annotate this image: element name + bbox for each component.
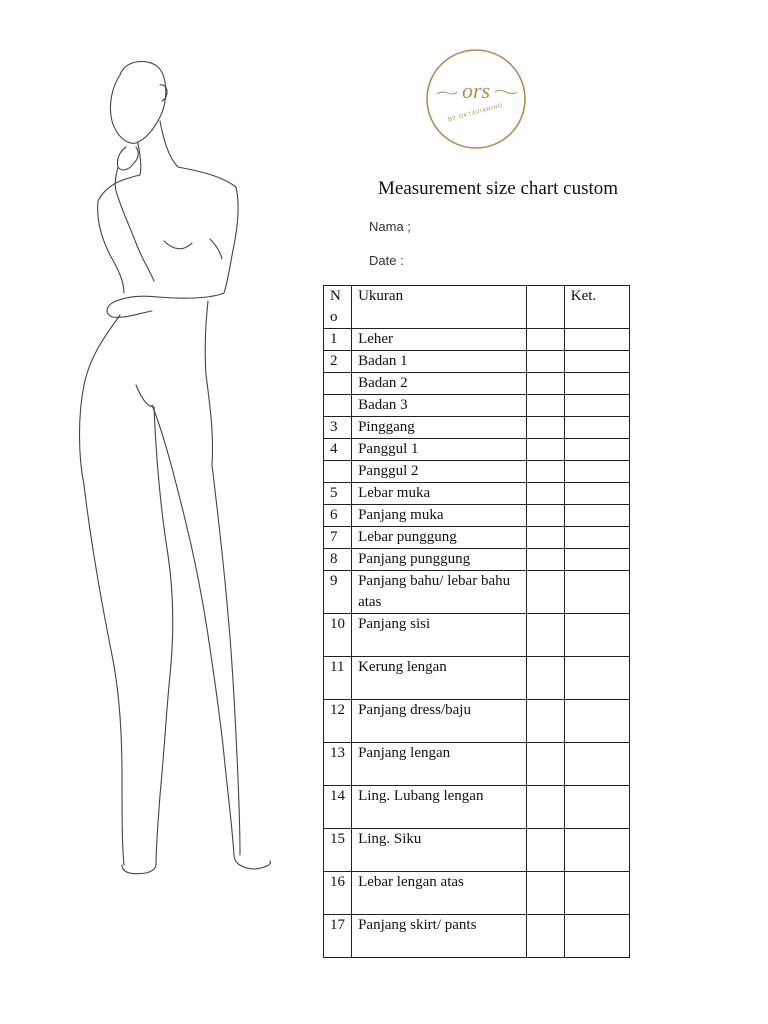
header-no: No	[324, 286, 352, 329]
row-value-cell[interactable]	[526, 743, 564, 786]
row-ket-cell[interactable]	[564, 483, 629, 505]
header-ukuran: Ukuran	[352, 286, 527, 329]
row-number: 11	[324, 657, 352, 700]
page-title: Measurement size chart custom	[378, 178, 619, 199]
table-row	[324, 439, 630, 461]
row-ket-cell[interactable]	[564, 829, 629, 872]
table-row	[324, 527, 630, 549]
row-ukuran: Leher	[352, 329, 527, 351]
table-row	[324, 657, 630, 700]
row-ket-cell[interactable]	[564, 417, 629, 439]
row-ket-cell[interactable]	[564, 549, 629, 571]
row-ket-cell[interactable]	[564, 395, 629, 417]
row-value-cell[interactable]	[526, 700, 564, 743]
row-number: 7	[324, 527, 352, 549]
row-ukuran: Lebar lengan atas	[352, 872, 527, 915]
row-number: 15	[324, 829, 352, 872]
row-number: 3	[324, 417, 352, 439]
table-row	[324, 417, 630, 439]
table-row	[324, 483, 630, 505]
row-ket-cell[interactable]	[564, 527, 629, 549]
row-ukuran: Badan 2	[352, 373, 527, 395]
table-row	[324, 373, 630, 395]
row-number: 6	[324, 505, 352, 527]
row-value-cell[interactable]	[526, 549, 564, 571]
row-value-cell[interactable]	[526, 571, 564, 614]
nama-field: Nama ;	[369, 219, 411, 234]
row-ket-cell[interactable]	[564, 786, 629, 829]
row-ukuran: Ling. Lubang lengan	[352, 786, 527, 829]
row-ket-cell[interactable]	[564, 657, 629, 700]
row-ukuran: Panjang bahu/ lebar bahu atas	[352, 571, 527, 614]
table-header-row	[324, 286, 630, 329]
row-number: 13	[324, 743, 352, 786]
row-number: 14	[324, 786, 352, 829]
row-ket-cell[interactable]	[564, 571, 629, 614]
header-blank	[526, 286, 564, 329]
row-value-cell[interactable]	[526, 395, 564, 417]
date-field: Date :	[369, 253, 404, 268]
row-value-cell[interactable]	[526, 417, 564, 439]
row-value-cell[interactable]	[526, 439, 564, 461]
row-ukuran: Lebar muka	[352, 483, 527, 505]
svg-text:ors: ors	[461, 78, 491, 103]
row-value-cell[interactable]	[526, 483, 564, 505]
row-ket-cell[interactable]	[564, 461, 629, 483]
row-value-cell[interactable]	[526, 829, 564, 872]
brand-logo	[425, 48, 527, 150]
row-number: 8	[324, 549, 352, 571]
row-ket-cell[interactable]	[564, 505, 629, 527]
row-value-cell[interactable]	[526, 329, 564, 351]
table-row	[324, 915, 630, 958]
row-value-cell[interactable]	[526, 351, 564, 373]
table-row	[324, 614, 630, 657]
table-row	[324, 829, 630, 872]
row-ukuran: Panjang muka	[352, 505, 527, 527]
row-ket-cell[interactable]	[564, 700, 629, 743]
row-ukuran: Badan 1	[352, 351, 527, 373]
row-ket-cell[interactable]	[564, 439, 629, 461]
svg-text:BY OKTAVIARIND: BY OKTAVIARIND	[447, 102, 504, 124]
row-number	[324, 461, 352, 483]
table-row	[324, 351, 630, 373]
row-ukuran: Panjang dress/baju	[352, 700, 527, 743]
row-value-cell[interactable]	[526, 872, 564, 915]
row-ket-cell[interactable]	[564, 351, 629, 373]
row-ukuran: Panggul 2	[352, 461, 527, 483]
row-value-cell[interactable]	[526, 657, 564, 700]
row-ket-cell[interactable]	[564, 614, 629, 657]
row-ket-cell[interactable]	[564, 743, 629, 786]
row-number: 9	[324, 571, 352, 614]
row-number: 10	[324, 614, 352, 657]
table-row	[324, 505, 630, 527]
table-row	[324, 872, 630, 915]
row-ukuran: Badan 3	[352, 395, 527, 417]
row-ukuran: Lebar punggung	[352, 527, 527, 549]
table-row	[324, 786, 630, 829]
row-ukuran: Panjang sisi	[352, 614, 527, 657]
row-ukuran: Panjang lengan	[352, 743, 527, 786]
row-ukuran: Panjang punggung	[352, 549, 527, 571]
row-number: 5	[324, 483, 352, 505]
row-ukuran: Panjang skirt/ pants	[352, 915, 527, 958]
row-ukuran: Pinggang	[352, 417, 527, 439]
measurement-table	[323, 285, 630, 958]
row-value-cell[interactable]	[526, 915, 564, 958]
row-number: 12	[324, 700, 352, 743]
row-number: 17	[324, 915, 352, 958]
table-row	[324, 549, 630, 571]
row-ukuran: Ling. Siku	[352, 829, 527, 872]
row-ukuran: Kerung lengan	[352, 657, 527, 700]
table-row	[324, 461, 630, 483]
table-row	[324, 329, 630, 351]
row-value-cell[interactable]	[526, 614, 564, 657]
row-ket-cell[interactable]	[564, 373, 629, 395]
row-number: 1	[324, 329, 352, 351]
fashion-croquis-figure	[60, 55, 300, 885]
table-row	[324, 395, 630, 417]
row-value-cell[interactable]	[526, 527, 564, 549]
row-value-cell[interactable]	[526, 786, 564, 829]
row-ukuran: Panggul 1	[352, 439, 527, 461]
row-number	[324, 395, 352, 417]
table-row	[324, 700, 630, 743]
table-row	[324, 571, 630, 614]
row-number: 16	[324, 872, 352, 915]
table-row	[324, 743, 630, 786]
row-number: 2	[324, 351, 352, 373]
row-value-cell[interactable]	[526, 505, 564, 527]
row-number	[324, 373, 352, 395]
header-ket: Ket.	[564, 286, 629, 329]
row-ket-cell[interactable]	[564, 915, 629, 958]
row-number: 4	[324, 439, 352, 461]
row-value-cell[interactable]	[526, 461, 564, 483]
row-value-cell[interactable]	[526, 373, 564, 395]
row-ket-cell[interactable]	[564, 872, 629, 915]
row-ket-cell[interactable]	[564, 329, 629, 351]
